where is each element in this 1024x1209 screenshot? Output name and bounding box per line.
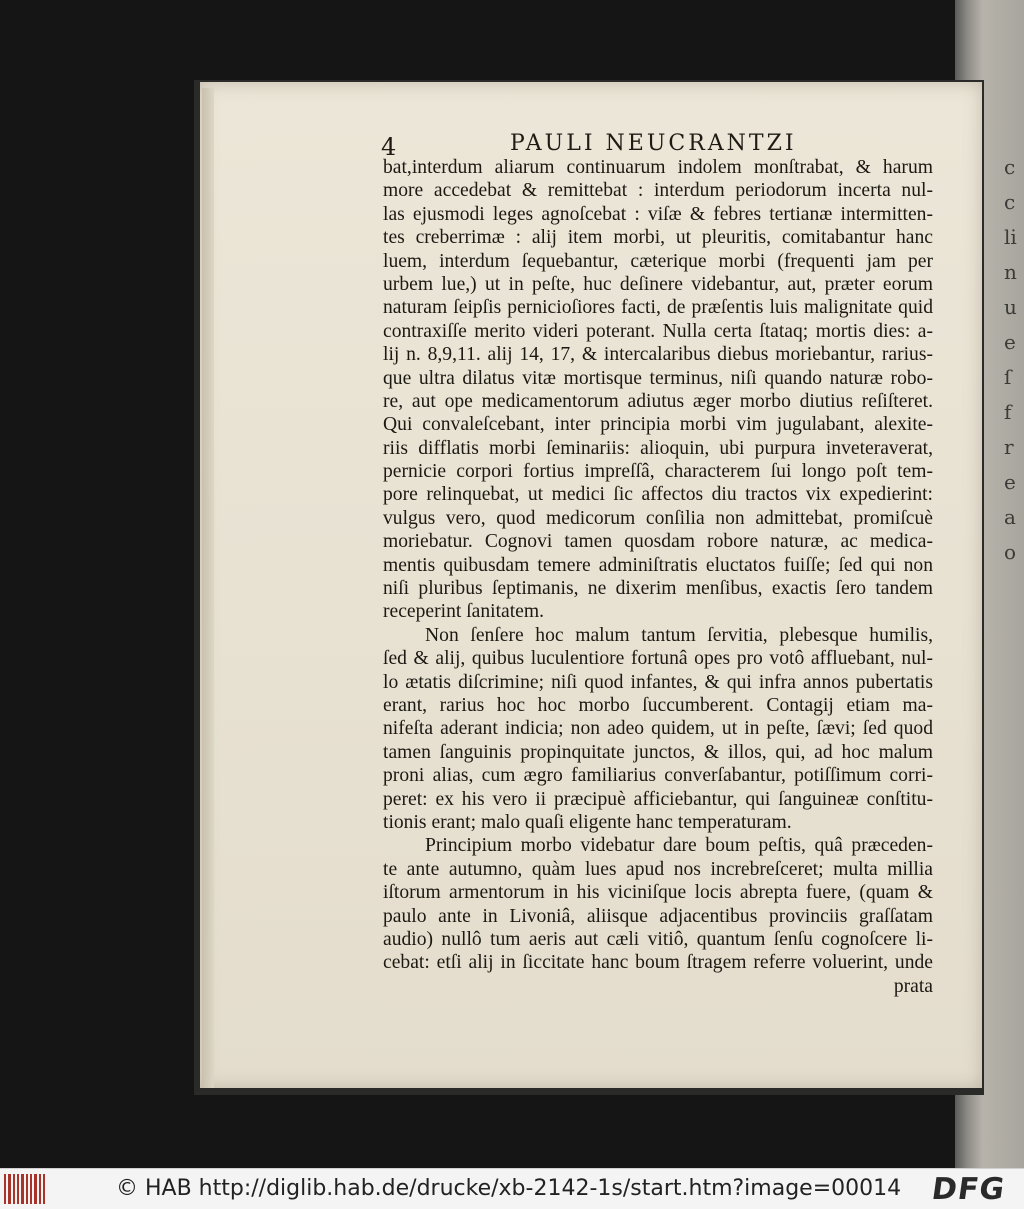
text-line: pernicie corpori fortius impreſſâ, characterem ſui longo poſt tem- xyxy=(383,461,933,483)
text-line: contraxiſſe merito videri poterant. Nulla certa ſtataq; mortis dies: a- xyxy=(383,320,933,342)
text-line: audio) nullô tum aeris aut cæli vitiô, quantum ſenſu cognoſcere li- xyxy=(383,928,933,950)
text-line: tionis erant; malo quaſi eligente hanc temperaturam. xyxy=(383,811,792,833)
text-line: riis difflatis morbi ſeminariis: alioquin, ubi purpura inveteraverat, xyxy=(383,437,933,459)
text-line: urbem lue,) ut in peſte, huc deſinere videbantur, aut, præter eorum xyxy=(383,273,933,295)
text-line: niſi pluribus ſeptimanis, ne dixerim menſibus, exactis ſero tandem xyxy=(383,578,933,600)
text-line: Qui convaleſcebant, inter principia morbi vim jugulabant, alexite- xyxy=(383,414,933,436)
text-line: que ultra dilatus vitæ mortisque terminus, niſi quando naturæ robo- xyxy=(383,367,933,389)
page-binding-edge xyxy=(202,88,214,1088)
text-line: vulgus vero, quod medicorum conſilia non admittebat, promiſcuè xyxy=(383,507,933,529)
text-line: mentis quibusdam temere adminiſtratis eluctatos fuiſſe; ſed qui non xyxy=(383,554,933,576)
text-line: erant, rarius hoc hoc morbo ſuccumberent. Contagij etiam ma- xyxy=(383,694,933,716)
text-line: las ejusmodi leges agnoſcebat : viſæ & febres tertianæ intermitten- xyxy=(383,203,933,225)
text-line: iſtorum armentorum in his viciniſque locis abrepta fuere, (quam & xyxy=(383,882,933,904)
page-number: 4 xyxy=(381,133,397,161)
text-line: receperint ſanitatem. xyxy=(383,601,545,623)
text-line: nifeſta aderant indicia; non adeo quidem, ut in peſte, ſævi; ſed quod xyxy=(383,718,933,740)
running-head: PAULI NEUCRANTZI xyxy=(510,131,797,156)
adjacent-page-fragments: c c li n u e ſ f r e a o xyxy=(1004,155,1017,564)
text-line: cebat: etſi alij in ſiccitate hanc boum ſtragem referre voluerint, unde xyxy=(383,952,933,974)
text-line: tamen ſanguinis propinquitate junctos, & illos, qui, ad hoc malum xyxy=(383,741,933,763)
text-line: paulo ante in Livoniâ, aliisque adjacentibus provinciis graſſatam xyxy=(383,905,933,927)
text-line: Non ſenſere hoc malum tantum ſervitia, plebesque humilis, xyxy=(425,624,933,646)
text-line: moriebatur. Cognovi tamen quosdam robore naturæ, ac medica- xyxy=(383,531,933,553)
text-line: tes creberrimæ : alij item morbi, ut pleuritis, comitabantur hanc xyxy=(383,227,933,249)
text-line: bat,interdum aliarum continuarum indolem monſtrabat, & harum xyxy=(383,157,933,178)
text-line: pore relinquebat, ut medici ſic affectos diu tractos vix expedierint: xyxy=(383,484,933,506)
text-line: Principium morbo videbatur dare boum peſtis, quâ præceden- xyxy=(425,835,933,857)
text-line: lij n. 8,9,11. alij 14, 17, & intercalaribus diebus moriebantur, rarius- xyxy=(383,344,933,366)
text-line: te ante autumno, quàm lues apud nos increbreſceret; multa millia xyxy=(383,858,933,880)
text-line: naturam ſeipſis pernicioſiores facti, de præſentis luis malignitate quid xyxy=(383,297,933,319)
catchword: prata xyxy=(893,975,933,997)
text-line: ſed & alij, quibus luculentiore fortunâ opes pro votô affluebant, nul- xyxy=(383,648,933,670)
text-line: proni alias, cum ægro familiarius converſabantur, potiſſimum corri- xyxy=(383,765,933,787)
hab-barcode-icon xyxy=(4,1174,46,1204)
page-body-text xyxy=(383,156,933,998)
text-line: more accedebat & remittebat : interdum periodorum incerta nul- xyxy=(383,180,933,202)
footer-credit-link[interactable]: © HAB http://diglib.hab.de/drucke/xb-2142-1s/start.htm?image=00014 xyxy=(116,1176,902,1201)
text-line: peret: ex his vero ii præcipuè afficiebantur, qui ſanguineæ conſtitu- xyxy=(383,788,933,810)
text-line: re, aut ope medicamentorum adiutus æger morbo diutius reſiſteret. xyxy=(383,390,933,412)
text-line: lo ætatis diſcrimine; niſi quod infantes, & qui infra annos pubertatis xyxy=(383,671,933,693)
dfg-logo: DFG xyxy=(929,1172,1008,1207)
text-line: luem, interdum ſequebantur, cæterique morbi (frequenti jam per xyxy=(383,250,933,272)
